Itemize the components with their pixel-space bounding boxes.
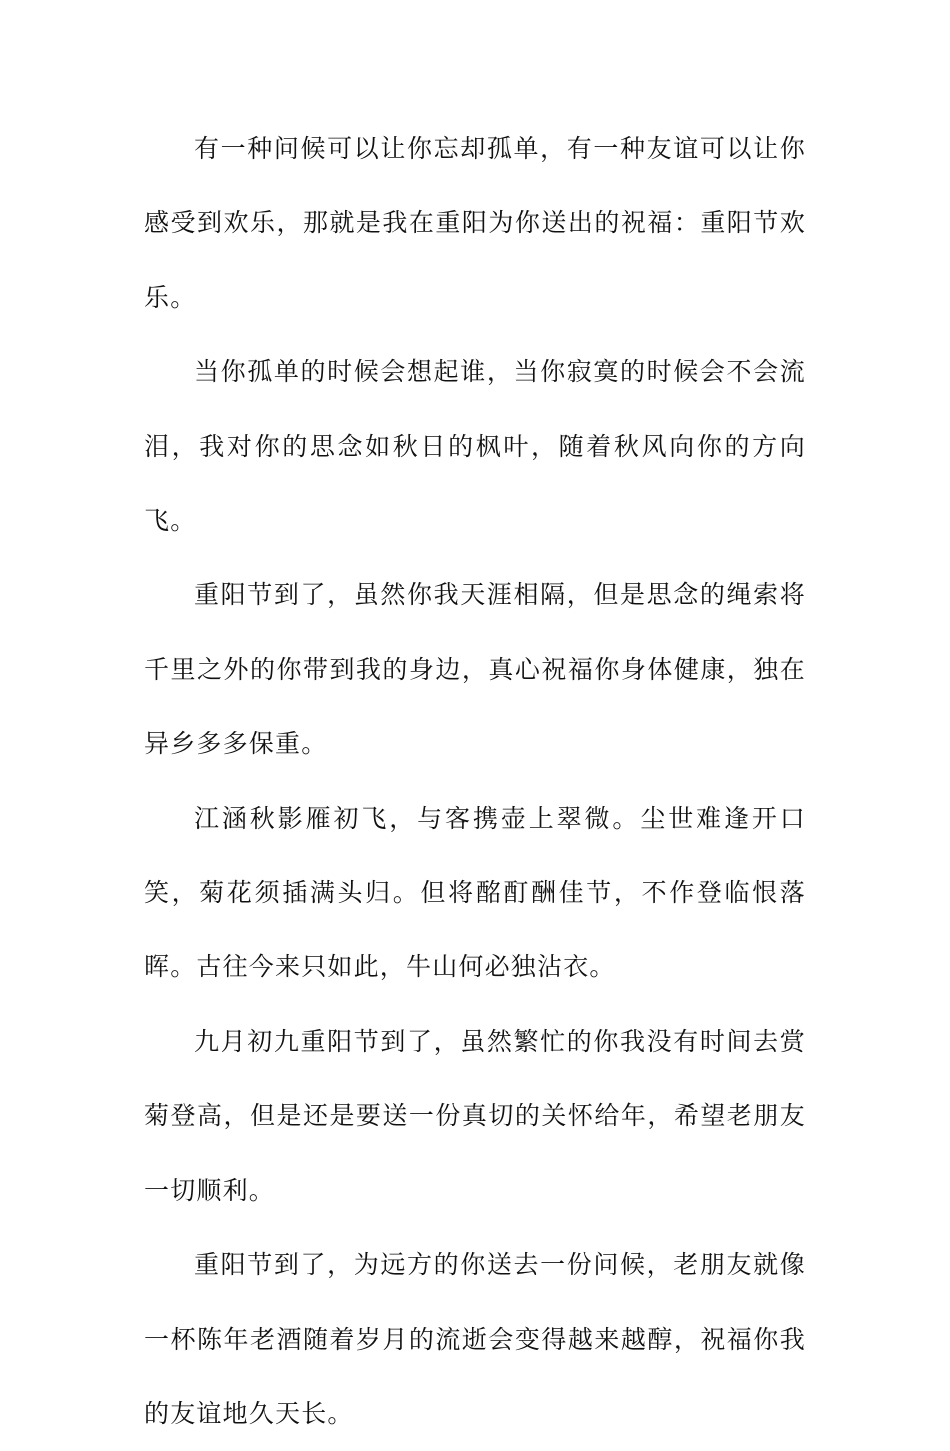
paragraph-4: 江涵秋影雁初飞，与客携壶上翠微。尘世难逢开口笑，菊花须插满头归。但将酩酊酬佳节，不作登临恨落晖。古往今来只如此，牛山何必独沾衣。 bbox=[144, 803, 806, 982]
paragraph-5: 九月初九重阳节到了，虽然繁忙的你我没有时间去赏菊登高，但是还是要送一份真切的关怀给年，希望老朋友一切顺利。 bbox=[144, 1026, 806, 1205]
paragraph-6: 重阳节到了，为远方的你送去一份问候，老朋友就像一杯陈年老酒随着岁月的流逝会变得越来越醇，祝福你我的友谊地久天长。 bbox=[144, 1250, 806, 1428]
paragraph-2: 当你孤单的时候会想起谁，当你寂寞的时候会不会流泪，我对你的思念如秋日的枫叶，随着秋风向你的方向飞。 bbox=[144, 357, 806, 536]
paragraph-1: 有一种问候可以让你忘却孤单，有一种友谊可以让你感受到欢乐，那就是我在重阳为你送出的祝福：重阳节欢乐。 bbox=[144, 134, 806, 312]
paragraph-3: 重阳节到了，虽然你我天涯相隔，但是思念的绳索将千里之外的你带到我的身边，真心祝福你身体健康，独在异乡多多保重。 bbox=[144, 580, 806, 759]
document-body bbox=[144, 112, 806, 1451]
